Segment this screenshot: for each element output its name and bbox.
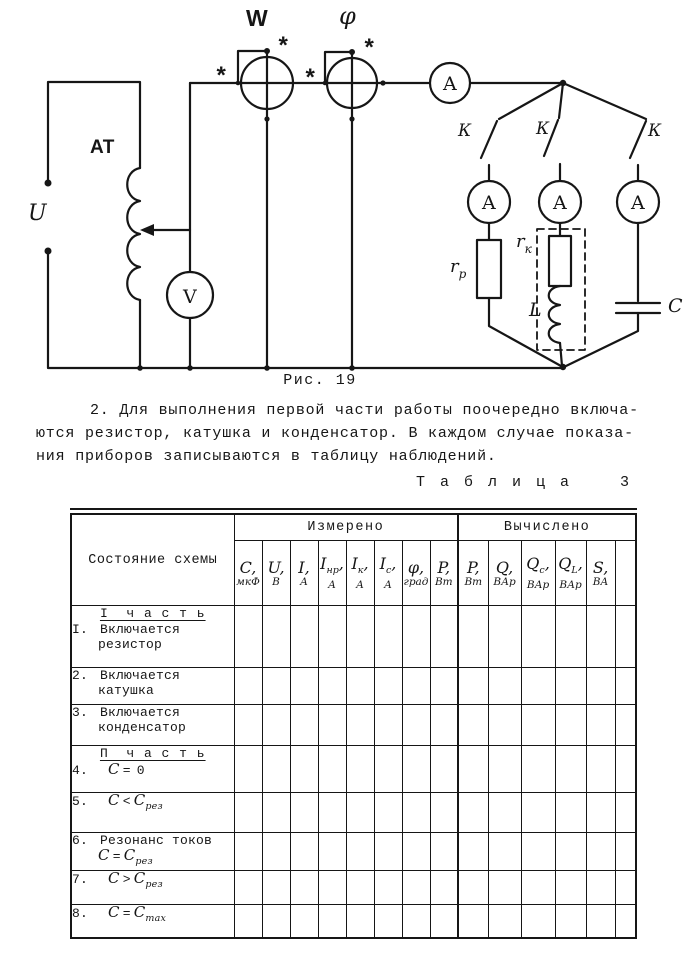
table-cell: [346, 746, 374, 793]
source-voltage-label: U: [28, 201, 47, 226]
table-cell: [262, 606, 290, 668]
table-cell: [234, 606, 262, 668]
table-cell: [586, 905, 615, 938]
table-cell: [402, 668, 430, 705]
table-cell: [615, 606, 636, 668]
wire: [48, 82, 140, 183]
table-cell: [488, 668, 521, 705]
table-cell: [234, 905, 262, 938]
row-state-label: 6. Резонанс токов $C = C_{рез}$: [71, 833, 234, 871]
column-header: P, Вт: [458, 541, 488, 606]
branch-wire: [489, 298, 561, 366]
table-row: [71, 793, 636, 833]
row-state-label: 3. Включается конденсатор: [71, 705, 234, 746]
table-cell: [555, 793, 586, 833]
table-cell: [290, 905, 318, 938]
table-cell: [458, 871, 488, 905]
table-cell: [615, 793, 636, 833]
column-header: [615, 541, 636, 606]
table-cell: [402, 905, 430, 938]
table-cell: [430, 871, 458, 905]
branch-wire: [499, 83, 563, 119]
table-cell: [615, 905, 636, 938]
resistor-label: $r_р$: [450, 256, 467, 281]
polarity-mark-icon: *: [214, 65, 229, 92]
table-cell: [615, 668, 636, 705]
table-cell: [488, 793, 521, 833]
table-cell: [346, 905, 374, 938]
table-row: [71, 705, 636, 746]
switch-blade: [481, 121, 497, 158]
paragraph-line: 2. Для выполнения первой части работы поочередно включа-: [90, 402, 639, 419]
table-cell: [346, 606, 374, 668]
table-cell: [555, 833, 586, 871]
table-cell: [458, 668, 488, 705]
table-cell: [555, 746, 586, 793]
observation-table: [70, 513, 637, 939]
table-row: [71, 746, 636, 793]
switch-label-2: К: [536, 119, 550, 139]
table-cell: [290, 606, 318, 668]
branch-wire: [559, 83, 563, 118]
table-cell: [318, 871, 346, 905]
table-cell: [290, 871, 318, 905]
table-cell: [402, 793, 430, 833]
paragraph-line: ются резистор, катушка и конденсатор. В каждом случае показа-: [36, 425, 634, 442]
table-cell: [346, 668, 374, 705]
table-cell: [555, 871, 586, 905]
table-cell: [318, 905, 346, 938]
inductor-label: L: [529, 299, 542, 321]
table-cell: [521, 705, 555, 746]
table-cell: [458, 746, 488, 793]
table-cell: [615, 746, 636, 793]
table-cell: [374, 833, 402, 871]
column-header: I, А: [290, 541, 318, 606]
column-header: Q, ВАр: [488, 541, 521, 606]
paragraph-line: ния приборов записываются в таблицу наблюдений.: [36, 448, 497, 465]
circuit-diagram: [0, 0, 696, 392]
capacitor-label: C: [668, 295, 683, 317]
body-paragraph: [36, 399, 666, 468]
table-cell: [234, 833, 262, 871]
table-cell: [318, 746, 346, 793]
table-cell: [521, 905, 555, 938]
table-cell: [615, 833, 636, 871]
table-cell: [615, 871, 636, 905]
branch-wire: [566, 313, 638, 366]
table-cell: [318, 668, 346, 705]
table-cell: [234, 746, 262, 793]
polarity-mark-icon: *: [303, 67, 318, 94]
table-cell: [430, 793, 458, 833]
table-cell: [615, 705, 636, 746]
figure-caption: Рис. 19: [283, 372, 357, 389]
table-cell: [374, 871, 402, 905]
autotransformer-label: АТ: [90, 137, 115, 158]
table-cell: [346, 871, 374, 905]
table-cell: [488, 606, 521, 668]
table-title: Т а б л и ц а 3: [416, 474, 633, 491]
phase-meter-label: φ: [339, 2, 356, 30]
row-state-label: 8. $C = C_{max}$: [71, 905, 234, 938]
table-row: [71, 606, 636, 668]
coil-resistance-label: $r_к$: [516, 231, 532, 256]
table-cell: [555, 668, 586, 705]
table-cell: [586, 668, 615, 705]
polarity-mark-icon: *: [362, 37, 377, 64]
table-cell: [586, 833, 615, 871]
table-cell: [346, 833, 374, 871]
table-cell: [234, 871, 262, 905]
table-cell: [318, 833, 346, 871]
switch-label-1: К: [458, 121, 472, 141]
table-cell: [262, 905, 290, 938]
branch-wire: [563, 83, 646, 119]
table-cell: [402, 606, 430, 668]
table-cell: [262, 668, 290, 705]
table-cell: [234, 668, 262, 705]
table-cell: [430, 905, 458, 938]
section-header: I ч а с т ь: [99, 606, 206, 621]
table-cell: [488, 746, 521, 793]
column-header: $Q_L$, ВАр: [555, 541, 586, 606]
inductor-symbol: [549, 286, 560, 343]
column-header: C, мкФ: [234, 541, 262, 606]
table-cell: [318, 606, 346, 668]
row-state-label: 7. $C > C_{рез}$: [71, 871, 234, 905]
table-cell: [458, 833, 488, 871]
table-row: [71, 833, 636, 871]
switch-blade: [630, 121, 646, 158]
ammeter-resistor-letter: A: [482, 192, 496, 214]
table-cell: [521, 833, 555, 871]
table-cell: [290, 668, 318, 705]
tap-arrowhead: [140, 224, 154, 236]
table-cell: [290, 705, 318, 746]
column-header: $I_{нр}$, А: [318, 541, 346, 606]
row-state-label: I ч а с т ь I. Включается резистор: [71, 606, 234, 668]
table-cell: [555, 905, 586, 938]
table-cell: [318, 793, 346, 833]
table-cell: [555, 606, 586, 668]
table-cell: [262, 833, 290, 871]
column-header: S, ВА: [586, 541, 615, 606]
table-cell: [586, 793, 615, 833]
table-cell: [374, 606, 402, 668]
table-cell: [402, 871, 430, 905]
branch-wire: [560, 343, 562, 366]
phase-meter-current-loop: [325, 52, 352, 83]
table-row: [71, 668, 636, 705]
table-cell: [488, 905, 521, 938]
table-cell: [374, 793, 402, 833]
table-cell: [234, 705, 262, 746]
wattmeter-label: W: [246, 5, 268, 31]
row-state-label: П ч а с т ь 4. C = 0: [71, 746, 234, 793]
observation-table-wrap: [70, 508, 637, 939]
table-cell: [555, 705, 586, 746]
table-cell: [346, 793, 374, 833]
column-header: P, Вт: [430, 541, 458, 606]
polarity-mark-icon: *: [276, 35, 291, 62]
table-cell: [430, 705, 458, 746]
table-cell: [402, 746, 430, 793]
table-cell: [374, 746, 402, 793]
section-header: П ч а с т ь: [99, 746, 206, 761]
table-cell: [458, 905, 488, 938]
table-cell: [234, 793, 262, 833]
table-cell: [521, 871, 555, 905]
column-header: $I_к$, А: [346, 541, 374, 606]
table-cell: [430, 668, 458, 705]
table-cell: [586, 746, 615, 793]
table-cell: [374, 905, 402, 938]
column-header: φ, град: [402, 541, 430, 606]
table-cell: [262, 746, 290, 793]
voltmeter-label: V: [183, 286, 197, 308]
table-cell: [374, 668, 402, 705]
table-cell: [521, 606, 555, 668]
table-cell: [262, 871, 290, 905]
table-cell: [290, 793, 318, 833]
table-row: [71, 871, 636, 905]
switch-label-3: К: [648, 121, 662, 141]
table-cell: [521, 668, 555, 705]
table-cell: [402, 833, 430, 871]
column-header: $I_с$, А: [374, 541, 402, 606]
group-header-computed: Вычислено: [458, 514, 636, 541]
table-cell: [488, 833, 521, 871]
table-cell: [290, 746, 318, 793]
table-row: [71, 905, 636, 938]
state-column-header: Состояние схемы: [71, 514, 234, 606]
table-cell: [346, 705, 374, 746]
table-cell: [458, 793, 488, 833]
table-cell: [262, 705, 290, 746]
group-header-measured: Измерено: [234, 514, 458, 541]
table-cell: [458, 606, 488, 668]
table-cell: [430, 833, 458, 871]
table-cell: [586, 871, 615, 905]
table-cell: [374, 705, 402, 746]
table-cell: [586, 606, 615, 668]
table-cell: [458, 705, 488, 746]
resistor-symbol: [477, 240, 501, 298]
table-cell: [488, 871, 521, 905]
table-cell: [402, 705, 430, 746]
table-cell: [430, 746, 458, 793]
ammeter-main-letter: A: [443, 73, 457, 95]
table-cell: [488, 705, 521, 746]
table-cell: [430, 606, 458, 668]
row-state-label: 2. Включается катушка: [71, 668, 234, 705]
table-cell: [521, 793, 555, 833]
ammeter-capacitor-letter: A: [631, 192, 645, 214]
ammeter-coil-letter: A: [553, 192, 567, 214]
table-cell: [290, 833, 318, 871]
table-cell: [318, 705, 346, 746]
column-header: $Q_с$, ВАр: [521, 541, 555, 606]
coil-resistance-symbol: [549, 236, 571, 286]
autotransformer-coil: [127, 168, 140, 300]
table-cell: [586, 705, 615, 746]
row-state-label: 5. $C < C_{рез}$: [71, 793, 234, 833]
column-header: U, В: [262, 541, 290, 606]
table-cell: [521, 746, 555, 793]
table-cell: [262, 793, 290, 833]
